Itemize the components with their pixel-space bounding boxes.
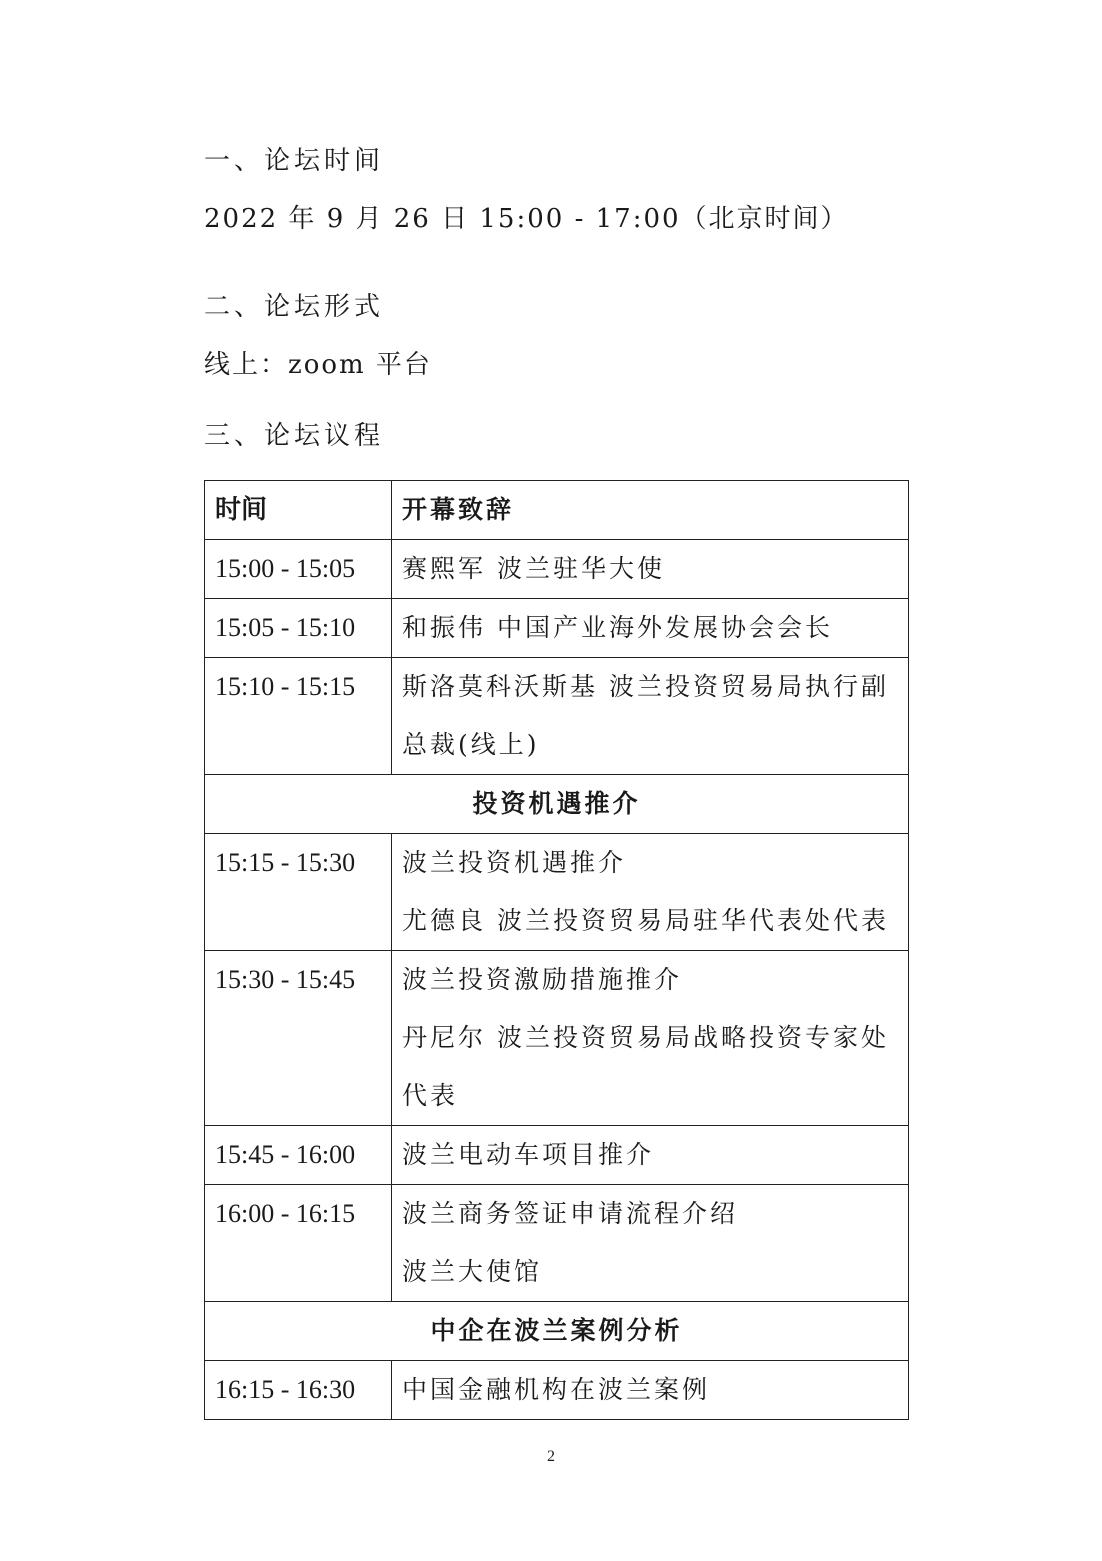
section-heading-agenda: 三、论坛议程: [204, 421, 385, 451]
agenda-section-row: [205, 1302, 909, 1361]
agenda-row-time: 15:15 - 15:30: [205, 834, 392, 951]
agenda-header-title: 开幕致辞: [392, 481, 909, 540]
section-heading-form: 二、论坛形式: [204, 292, 385, 322]
agenda-row: [205, 658, 909, 775]
agenda-row-line: 波兰投资激励措施推介: [402, 965, 683, 994]
forum-form-value: 线上：zoom 平台: [204, 350, 432, 380]
agenda-row-line: 波兰大使馆: [402, 1257, 543, 1286]
agenda-row-line: 赛熙军 波兰驻华大使: [402, 554, 665, 583]
agenda-row-line: 中国金融机构在波兰案例: [402, 1375, 711, 1404]
agenda-row-content: [392, 540, 909, 599]
agenda-row-line: 尤德良 波兰投资贸易局驻华代表处代表: [402, 906, 889, 935]
agenda-header-row: [205, 481, 909, 540]
agenda-row-line: 波兰投资机遇推介: [402, 848, 627, 877]
agenda-row: [205, 1126, 909, 1185]
agenda-row-content: [392, 834, 909, 951]
agenda-row-time: 15:45 - 16:00: [205, 1126, 392, 1185]
agenda-section-invest: 投资机遇推介: [205, 775, 909, 834]
agenda-row-time: 16:00 - 16:15: [205, 1185, 392, 1302]
agenda-row-content: [392, 1185, 909, 1302]
section-heading-time: 一、论坛时间: [204, 146, 385, 176]
agenda-table: [204, 480, 909, 1420]
agenda-row-time: 15:30 - 15:45: [205, 951, 392, 1126]
page-number: 2: [547, 1448, 555, 1465]
agenda-header-time: 时间: [205, 481, 392, 540]
agenda-row-line: 斯洛莫科沃斯基 波兰投资贸易局执行副: [402, 672, 889, 701]
agenda-row: [205, 599, 909, 658]
agenda-row-time: 15:05 - 15:10: [205, 599, 392, 658]
agenda-row-content: [392, 658, 909, 775]
agenda-row-line: 总裁(线上): [402, 730, 540, 759]
agenda-row-content: [392, 1126, 909, 1185]
agenda-row-content: [392, 599, 909, 658]
forum-time-value: 2022 年 9 月 26 日 15:00 - 17:00（北京时间）: [204, 204, 849, 234]
agenda-row: [205, 1361, 909, 1420]
agenda-row: [205, 1185, 909, 1302]
agenda-section-cases: 中企在波兰案例分析: [205, 1302, 909, 1361]
agenda-row-time: 16:15 - 16:30: [205, 1361, 392, 1420]
agenda-row-time: 15:10 - 15:15: [205, 658, 392, 775]
agenda-row-line: 和振伟 中国产业海外发展协会会长: [402, 613, 833, 642]
agenda-row: [205, 834, 909, 951]
agenda-row-line: 波兰电动车项目推介: [402, 1140, 655, 1169]
agenda-row: [205, 540, 909, 599]
agenda-row-content: [392, 951, 909, 1126]
agenda-row-line: 波兰商务签证申请流程介绍: [402, 1199, 739, 1228]
agenda-row-time: 15:00 - 15:05: [205, 540, 392, 599]
agenda-section-row: [205, 775, 909, 834]
agenda-row-line: 丹尼尔 波兰投资贸易局战略投资专家处: [402, 1023, 889, 1052]
agenda-row-content: [392, 1361, 909, 1420]
agenda-row-line: 代表: [402, 1081, 459, 1110]
agenda-row: [205, 951, 909, 1126]
